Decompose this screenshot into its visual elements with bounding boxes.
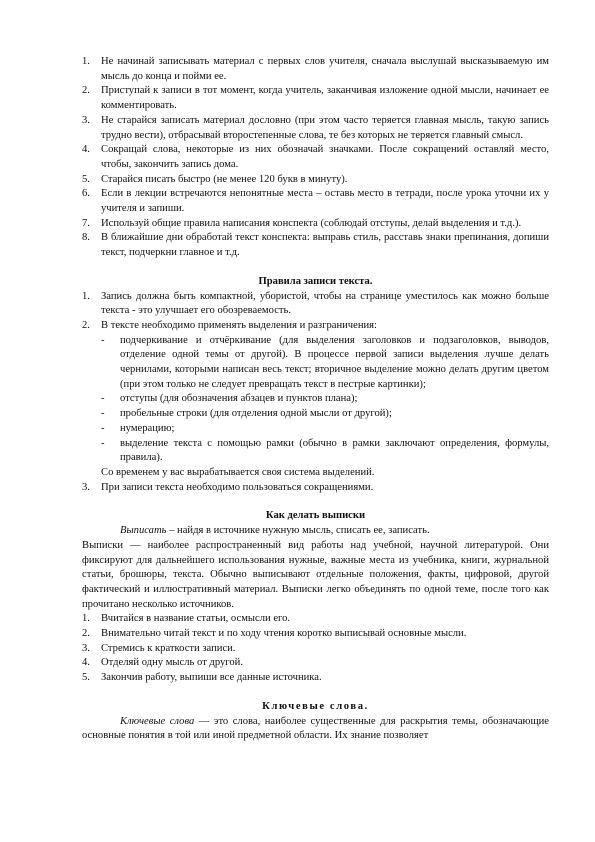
list-item: 6. Если в лекции встречаются непонятные места – оставь место в тетради, после урока уточни их у учителя и запиши. bbox=[82, 188, 549, 215]
list-item: 1. Запись должна быть компактной, убористой, чтобы на странице уместилось как можно больше текста - это улучшает его обозреваемость. bbox=[82, 290, 549, 317]
highlight-methods-list bbox=[101, 334, 549, 466]
defined-term: Ключевые слова bbox=[120, 715, 195, 727]
text-rules-list bbox=[82, 290, 549, 496]
list-item: - отступы (для обозначения абзацев и пунктов плана); bbox=[101, 393, 358, 405]
section-heading-keywords: Ключевые слова. bbox=[262, 700, 369, 712]
list-item: 4. Сокращай слова, некоторые из них обозначай значками. После сокращений оставляй место, чтобы, закончить запись дома. bbox=[82, 144, 549, 170]
list-item: 5. Старайся писать быстро (не менее 120 букв в минуту). bbox=[82, 173, 348, 185]
list-item: 4. Отделяй одну мысль от другой. bbox=[82, 657, 243, 669]
definition-paragraph: Выписать – найдя в источнике нужную мысль, списать ее, записать. bbox=[120, 525, 430, 537]
list-item: 1. Не начинай записывать материал с первых слов учителя, сначала выслушай высказываемую им мысль до конца и пойми ее. bbox=[82, 56, 549, 82]
extract-steps-list bbox=[82, 612, 549, 686]
note-taking-rules-list bbox=[82, 55, 549, 261]
list-item: - подчеркивание и отчёркивание (для выделения заголовков и подзаголовков, выводов, отделение одной темы от другой). В процессе первой записи выделения лучше делать чернилами, которыми написан весь текст; вторичное выделение можно делать другим цветом (при этом только не следует превращать текст в пестрые картинки); bbox=[101, 334, 549, 390]
keywords-paragraph: Ключевые слова — это слова, наиболее существенные для раскрытия темы, обозначающие основные понятия в той или иной предметной области. Их знание позволяет bbox=[82, 715, 550, 742]
list-item: 3. Не старайся записать материал дословно (при этом часто теряется главная мысль, такую запись трудно вести), отбрасывай второстепенные слова, те без которых не теряется главный смысл. bbox=[82, 114, 549, 141]
section-heading-text-rules: Правила записи текста. bbox=[258, 275, 373, 287]
extracts-paragraph: Выписки — наиболее распространенный вид работы над учебной, научной литературой. Они фиксируют для дальнейшего использования нужные, важные места из учебника, книги, журнальной статьи, брошюры, текста. Обычно выписывают отдельные положения, факты, цифровой, другой фактический и иллюстративный материал. Выписки легко объединять по одной теме, после того как прочитано несколько источников. bbox=[82, 539, 549, 610]
list-item: 1. Вчитайся в название статьи, осмысли его. bbox=[82, 613, 291, 625]
list-item: 3. Стремись к краткости записи. bbox=[82, 642, 236, 654]
list-item: 2. Внимательно читай текст и по ходу чтения коротко выписывай основные мысли. bbox=[82, 628, 467, 640]
list-item: 7. Используй общие правила написания конспекта (соблюдай отступы, делай выделения и т.д.). bbox=[82, 217, 522, 229]
list-item: 8. В ближайшие дни обработай текст конспекта: выправь стиль, расставь знаки препинания, допиши текст, подчеркни главное и т.д. bbox=[82, 232, 549, 259]
list-item: 2. В тексте необходимо применять выделения и разграничения: - подчеркивание и отчёркивание (для выделения заголовков и подзаголовков, выводов, отделение одной темы от другой). В процессе первой записи выделения лучше делать чернилами, которыми написан весь текст; вторичное выделение можно делать другим цветом (при этом только не следует превращать текст в пестрые картинки); - отступы (для обозначения абзацев и пунктов плана); - пробельные строки (для отделения одной мысли от другой); - нумерацию; - выделение текста с помощью рамки (обычно в рамки заключают определения, формулы, правила). bbox=[82, 319, 549, 466]
list-item: 5. Закончив работу, выпиши все данные источника. bbox=[82, 672, 322, 684]
list-item: - выделение текста с помощью рамки (обычно в рамки заключают определения, формулы, правила). bbox=[101, 437, 549, 464]
list-item: - пробельные строки (для отделения одной мысли от другой); bbox=[101, 408, 392, 420]
document-content bbox=[82, 55, 549, 744]
list-item: 2. Приступай к записи в тот момент, когда учитель, заканчивая изложение одной мысли, начинает ее комментировать. bbox=[82, 85, 549, 112]
list-item: 3. При записи текста необходимо пользоваться сокращениями. bbox=[82, 481, 374, 493]
section-heading-extracts: Как делать выписки bbox=[265, 510, 366, 522]
system-note: Со временем у вас вырабатывается своя система выделений. bbox=[101, 466, 375, 478]
list-item: - нумерацию; bbox=[101, 422, 175, 434]
defined-term: Выписать bbox=[120, 525, 167, 537]
